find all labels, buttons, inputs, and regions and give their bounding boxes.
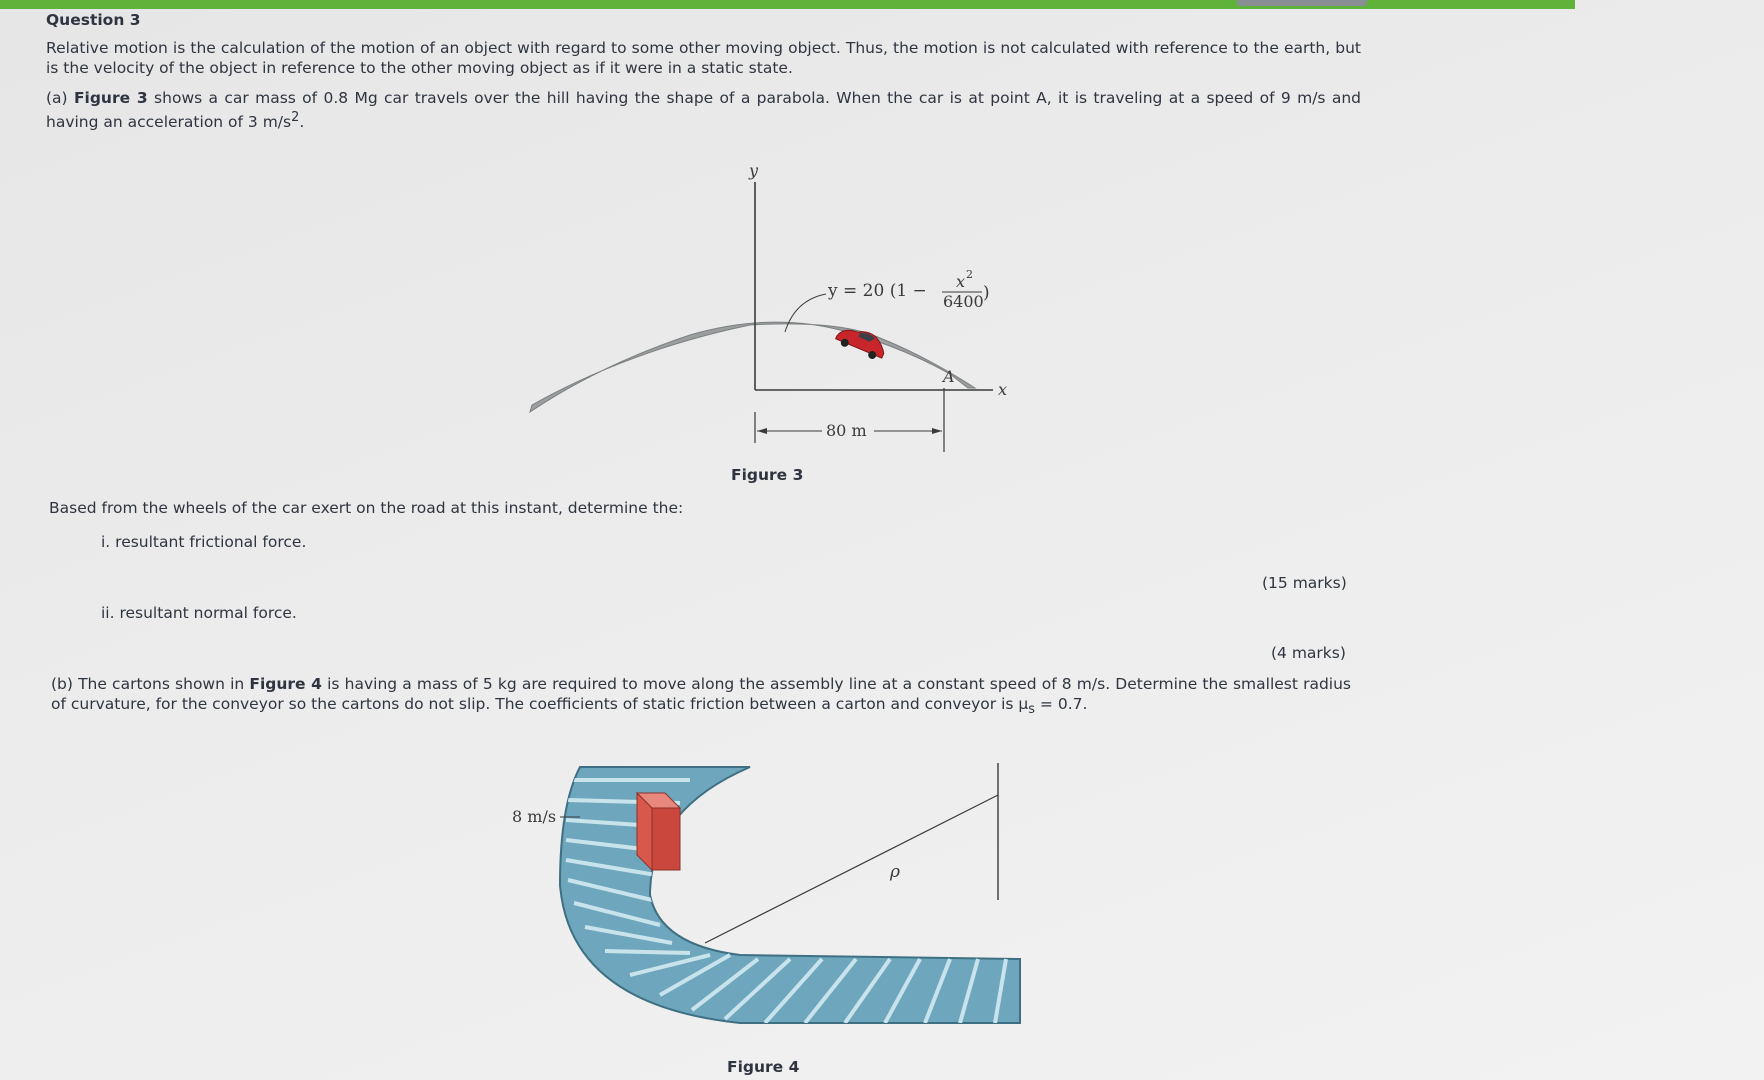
marks-15-label: (15 marks) <box>1262 574 1347 592</box>
equation-prefix: y = 20 (1 − <box>828 281 927 301</box>
equation-suffix: ) <box>983 283 990 303</box>
equation-leader-line <box>785 294 826 332</box>
distance-label: 80 m <box>826 421 867 440</box>
x-axis-label: x <box>998 380 1008 399</box>
part-a-superscript: 2 <box>291 110 300 125</box>
y-axis-label: y <box>749 161 759 180</box>
point-a-label: A <box>943 367 955 386</box>
figure-4-diagram <box>500 755 1040 1035</box>
part-b-paragraph <box>51 674 1351 720</box>
speed-label: 8 m/s <box>512 807 557 826</box>
figure-3-caption: Figure 3 <box>731 466 804 484</box>
intro-paragraph: Relative motion is the calculation of the motion of an object with regard to some other moving object. Thus, the motion is not calculated with reference to the earth, but is the velocity of the object in reference to the other moving object as if it were in a static state. <box>46 39 1361 77</box>
part-a-end: . <box>299 113 305 132</box>
part-a-paragraph <box>46 88 1361 132</box>
part-b-text: is having a mass of 5 kg are required to move along the assembly line at a constant speed of 8 m/s. Determine the smallest radius of curvature, for the conveyor so the cartons do not slip. The coefficients of static friction between a carton and conveyor is μ <box>51 675 1351 713</box>
equation-numerator: x <box>956 272 966 291</box>
marks-4-label: (4 marks) <box>1271 644 1346 662</box>
based-on-instruction: Based from the wheels of the car exert on the road at this instant, determine the: <box>49 499 684 517</box>
question-title: Question 3 <box>46 11 141 29</box>
radius-line <box>705 795 998 943</box>
part-a-prefix: (a) <box>46 89 74 107</box>
top-bar-tab <box>1237 0 1367 6</box>
hill-surface <box>530 322 975 412</box>
dimension-arrow-left <box>757 428 767 434</box>
part-b-end: = 0.7. <box>1035 695 1088 713</box>
equation-numerator-exponent: 2 <box>966 268 973 281</box>
item-i-frictional-force: i. resultant frictional force. <box>101 533 307 551</box>
figure-3-reference: Figure 3 <box>73 89 148 107</box>
carton-box <box>637 793 680 870</box>
part-a-text: shows a car mass of 0.8 Mg car travels over the hill having the shape of a parabola. When the car is at point A, it is traveling at a speed of 9 m/s and having an acceleration of 3 m/s <box>46 89 1361 132</box>
equation-denominator: 6400 <box>943 292 984 311</box>
dimension-arrow-right <box>932 428 942 434</box>
part-b-prefix: (b) The cartons shown in <box>51 675 250 693</box>
part-b-subscript: s <box>1028 702 1035 718</box>
figure-4-caption: Figure 4 <box>727 1058 800 1076</box>
item-ii-normal-force: ii. resultant normal force. <box>101 604 297 622</box>
figure-4-reference: Figure 4 <box>249 675 322 693</box>
rho-label: ρ <box>890 862 900 882</box>
figure-3-diagram <box>520 160 1040 460</box>
